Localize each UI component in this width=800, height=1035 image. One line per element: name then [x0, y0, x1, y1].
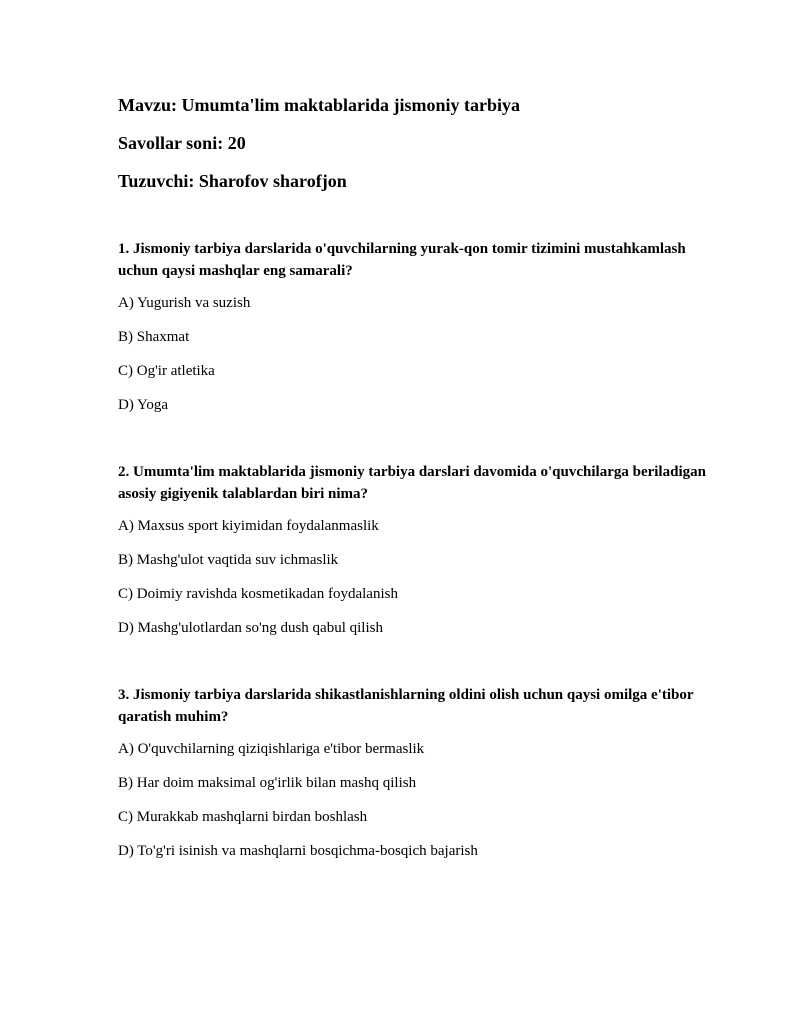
question-count-heading: Savollar soni: 20	[118, 133, 246, 153]
answer-option-d: D) Yoga	[118, 397, 169, 413]
author-heading: Tuzuvchi: Sharofov sharofjon	[118, 171, 347, 191]
topic-heading: Mavzu: Umumta'lim maktablarida jismoniy tarbiya	[118, 95, 520, 115]
answer-option-a: A) O'quvchilarning qiziqishlariga e'tibor bermaslik	[118, 741, 425, 757]
answer-option-d: D) Mashg'ulotlardan so'ng dush qabul qilish	[118, 620, 383, 636]
question-text: 2. Umumta'lim maktablarida jismoniy tarbiya darslari davomida o'quvchilarga beriladigan asosiy gigiyenik talablardan biri nima?	[118, 464, 706, 502]
answer-option-a: A) Maxsus sport kiyimidan foydalanmaslik	[118, 518, 379, 534]
answer-option-c: C) Murakkab mashqlarni birdan boshlash	[118, 809, 368, 825]
question-text: 1. Jismoniy tarbiya darslarida o'quvchilarning yurak-qon tomir tizimini mustahkamlash uchun qaysi mashqlar eng samarali?	[118, 241, 686, 279]
answer-option-c: C) Og'ir atletika	[118, 363, 215, 379]
question-text: 3. Jismoniy tarbiya darslarida shikastlanishlarning oldini olish uchun qaysi omilga e'tibor qaratish muhim?	[118, 687, 694, 725]
answer-option-a: A) Yugurish va suzish	[118, 295, 251, 311]
answer-option-d: D) To'g'ri isinish va mashqlarni bosqichma-bosqich bajarish	[118, 843, 478, 859]
answer-option-c: C) Doimiy ravishda kosmetikadan foydalanish	[118, 586, 398, 602]
answer-option-b: B) Har doim maksimal og'irlik bilan mashq qilish	[118, 775, 417, 791]
answer-option-b: B) Mashg'ulot vaqtida suv ichmaslik	[118, 552, 339, 568]
answer-option-b: B) Shaxmat	[118, 329, 190, 345]
